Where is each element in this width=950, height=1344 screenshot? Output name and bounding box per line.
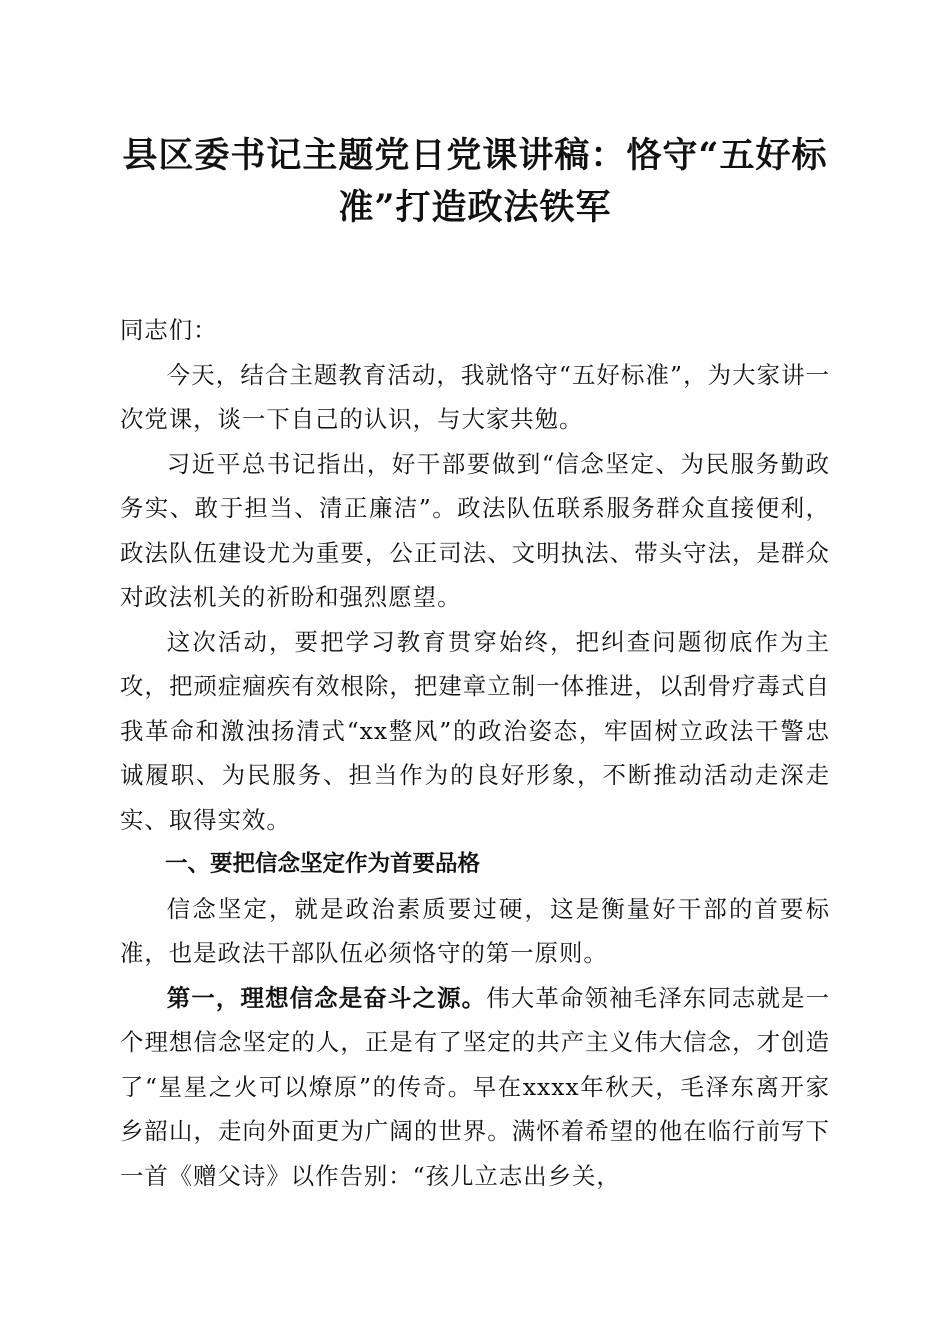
section-heading-1: 一、要把信念坚定作为首要品格 [165, 851, 481, 877]
point-text-1: 伟大革命领袖毛泽东同志就是一个理想信念坚定的人，正是有了坚定的共产主义伟大信念，才创造了“星星之火可以燎原”的传奇。早在xxxx年秋天，毛泽东离开家乡韶山，走向外面更为广阔的世界。满怀着希望的他在临行前写下一首《赠父诗》以作告别：“孩儿立志出乡关， [120, 983, 830, 1190]
salutation: 同志们： [120, 316, 218, 344]
paragraph-quote: 习近平总书记指出，好干部要做到“信念坚定、为民服务勤政务实、敢于担当、清正廉洁”。政法队伍联系服务群众直接便利，政法队伍建设尤为重要，公正司法、文明执法、带头守法，是群众对政法机关的祈盼和强烈愿望。 [120, 449, 830, 611]
document-page [120, 130, 830, 1198]
title-line-1: 县区委书记主题党日党课讲稿：恪守“五好标 [122, 135, 828, 176]
title-line-2: 准”打造政法铁军 [338, 187, 612, 228]
section-intro-1: 信念坚定，就是政治素质要过硬，这是衡量好干部的首要标准，也是政法干部队伍必须恪守的第一原则。 [120, 894, 830, 967]
point-lead-1: 第一，理想信念是奋斗之源。 [166, 983, 487, 1012]
paragraph-intro: 今天，结合主题教育活动，我就恪守“五好标准”，为大家讲一次党课，谈一下自己的认识，与大家共勉。 [120, 360, 830, 433]
point-paragraph-1 [120, 976, 830, 1199]
paragraph-activity: 这次活动，要把学习教育贯穿始终，把纠查问题彻底作为主攻，把顽症痼疾有效根除，把建章立制一体推进，以刮骨疗毒式自我革命和激浊扬清式“xx整风”的政治姿态，牢固树立政法干警忠诚履职、为民服务、担当作为的良好形象，不断推动活动走深走实、取得实效。 [120, 627, 830, 834]
document-title [120, 130, 830, 234]
document-body [120, 308, 830, 1198]
